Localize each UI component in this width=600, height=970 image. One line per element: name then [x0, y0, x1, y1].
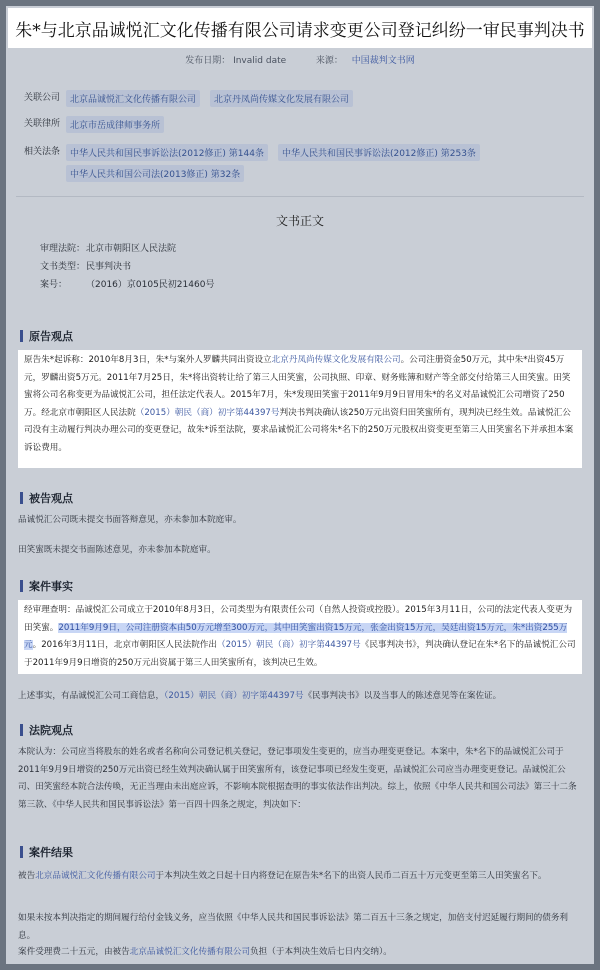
result-paragraph-1: 被告北京品诚悦汇文化传播有限公司于本判决生效之日起十日内将登记在原告朱*名下的出资人民币二百五十万元变更至第三人田笑蜜名下。 — [18, 871, 547, 881]
law-tag[interactable]: 中华人民共和国民事诉讼法(2012修正) 第144条 — [66, 144, 268, 161]
court-paragraph: 本院认为：公司应当将股东的姓名或者名称向公司登记机关登记，登记事项发生变更的，应当办理变更登记。本案中，朱*名下的品诚悦汇公司于2011年9月9日增资的250万元出资已经生效判决确认属于田笑蜜所有，该登记事项已经发生变更，品诚悦汇公司应当办理变更登记。品诚悦汇公司、田笑蜜经本院合法传唤，无正当理由未出庭应诉，不影响本院根据查明的事实依法作出判决。综上，依照《中华人民共和国公司法》第三十二条第三款、《中华人民共和国民事诉讼法》第一百四十四条之规定，判决如下： — [18, 747, 577, 810]
defendant-paragraph-1: 品诚悦汇公司既未提交书面答辩意见，亦未参加本院庭审。 — [18, 515, 242, 525]
info-row: 审理法院：北京市朝阳区人民法院 — [40, 244, 177, 254]
company-link[interactable]: 北京丹凤尚传媒文化发展有限公司 — [271, 355, 401, 365]
page-title: 朱*与北京品诚悦汇文化传播有限公司请求变更公司登记纠纷一审民事判决书 — [15, 20, 585, 41]
divider — [16, 196, 584, 197]
company-link[interactable]: 北京品诚悦汇文化传播有限公司 — [129, 947, 251, 957]
company-link[interactable]: 北京品诚悦汇文化传播有限公司 — [35, 871, 156, 881]
facts-paragraph: 经审理查明：品诚悦汇公司成立于2010年8月3日，公司类型为有限责任公司（自然人投资或控股）。2015年3月11日，公司的法定代表人变更为田笑蜜。2011年9月9日，公司注册资本由50万元增至300万元，其中田笑蜜出资15万元，张金出资15万元，吴廷出资15万元，朱*出资255万元。2016年3月11日，北京市朝阳区人民法院作出（2015）朝民（商）初字第44397号《民事判决书》，判决确认登记在朱*名下的品诚悦汇公司于2011年9月9日增资的250万元出资属于第三人田笑蜜所有，该判决已生效。 — [18, 600, 582, 674]
section-title: 被告观点 — [29, 492, 73, 505]
facts-paragraph-2: 上述事实，有品诚悦汇公司工商信息，（2015）朝民（商）初字第44397号《民事判决书》以及当事人的陈述意见等在案佐证。 — [18, 691, 502, 701]
case-info — [40, 240, 214, 294]
section-bar — [20, 724, 23, 736]
related-law-row — [24, 144, 584, 182]
case-link[interactable]: （2015）朝民（商）初字第44397号 — [164, 691, 304, 701]
meta-line — [6, 53, 594, 66]
document-page — [6, 6, 594, 964]
section-title: 法院观点 — [29, 724, 73, 737]
section-result — [20, 844, 73, 860]
related-law-label: 相关法条 — [24, 147, 61, 157]
section-bar — [20, 492, 23, 504]
related-company-label: 关联公司 — [24, 93, 61, 103]
section-facts — [20, 578, 73, 594]
section-title: 案件结果 — [29, 846, 73, 859]
law-tag[interactable]: 中华人民共和国公司法(2013修正) 第32条 — [66, 165, 244, 182]
case-link[interactable]: （2015）朝民（商）初字第44397号 — [216, 640, 361, 650]
case-link[interactable]: （2015）朝民（商）初字第44397号 — [135, 407, 280, 418]
highlighted-text: 2011年9月9日，公司注册资本由50万元增至300万元，其中田笑蜜出资15万元，张金出资15万元，吴廷出资15万元，朱*出资255万元 — [24, 622, 568, 650]
section-title: 原告观点 — [29, 330, 73, 343]
section-bar — [20, 846, 23, 858]
doc-heading: 文书正文 — [275, 214, 324, 228]
section-title: 案件事实 — [29, 580, 73, 593]
related-company-tag[interactable]: 北京品诚悦汇文化传播有限公司 — [66, 90, 200, 107]
law-tag[interactable]: 中华人民共和国民事诉讼法(2012修正) 第253条 — [278, 144, 480, 161]
source-link[interactable]: 中国裁判文书网 — [351, 56, 415, 66]
date-value: Invalid date — [233, 56, 287, 66]
result-paragraph-3: 案件受理费二十五元，由被告北京品诚悦汇文化传播有限公司负担（于本判决生效后七日内交纳）。 — [18, 947, 392, 957]
section-bar — [20, 580, 23, 592]
result-paragraph-2: 如果未按本判决指定的期间履行给付金钱义务，应当依照《中华人民共和国民事诉讼法》第二百五十三条之规定，加倍支付迟延履行期间的债务利息。 — [18, 913, 569, 941]
section-plaintiff — [20, 328, 73, 344]
related-law-firm-label: 关联律所 — [24, 119, 61, 129]
law-firm-tag[interactable]: 北京市岳成律师事务所 — [66, 116, 164, 133]
section-defendant — [20, 490, 73, 506]
plaintiff-paragraph: 原告朱*起诉称：2010年8月3日，朱*与案外人罗麟共同出资设立北京丹凤尚传媒文化发展有限公司。公司注册资金50万元，其中朱*出资45万元，罗麟出资5万元。2011年7月25日，朱*将出资转让给了第三人田笑蜜，公司执照、印章、财务账簿和财产等全部交付给第三人田笑蜜。田笑蜜将公司名称变更为品诚悦汇公司，担任法定代表人。2015年7月，朱*发现田笑蜜于2011年9月9日冒用朱*的名义对品诚悦汇公司增资了250万。经北京市朝阳区人民法院（2015）朝民（商）初字第44397号判决书判决确认该250万元出资归田笑蜜所有，现判决已经生效。品诚悦汇公司没有主动履行判决办理公司的变更登记，故朱*诉至法院，要求品诚悦汇公司将朱*名下的250万元股权出资变更至第三人田笑蜜名下并承担本案诉讼费用。 — [18, 350, 582, 468]
title-bar — [8, 8, 592, 48]
date-label: 发布日期： — [185, 56, 231, 66]
related-company-tag[interactable]: 北京丹凤尚传媒文化发展有限公司 — [210, 90, 353, 107]
source-label: 来源： — [315, 56, 343, 66]
section-court — [20, 722, 73, 738]
related-company-row — [24, 90, 353, 107]
related-law-firm-row — [24, 116, 164, 133]
info-row: 案号： （2016）京0105民初21460号 — [40, 280, 215, 290]
section-bar — [20, 330, 23, 342]
defendant-paragraph-2: 田笑蜜既未提交书面陈述意见，亦未参加本院庭审。 — [18, 545, 216, 555]
info-row: 文书类型：民事判决书 — [40, 262, 132, 272]
